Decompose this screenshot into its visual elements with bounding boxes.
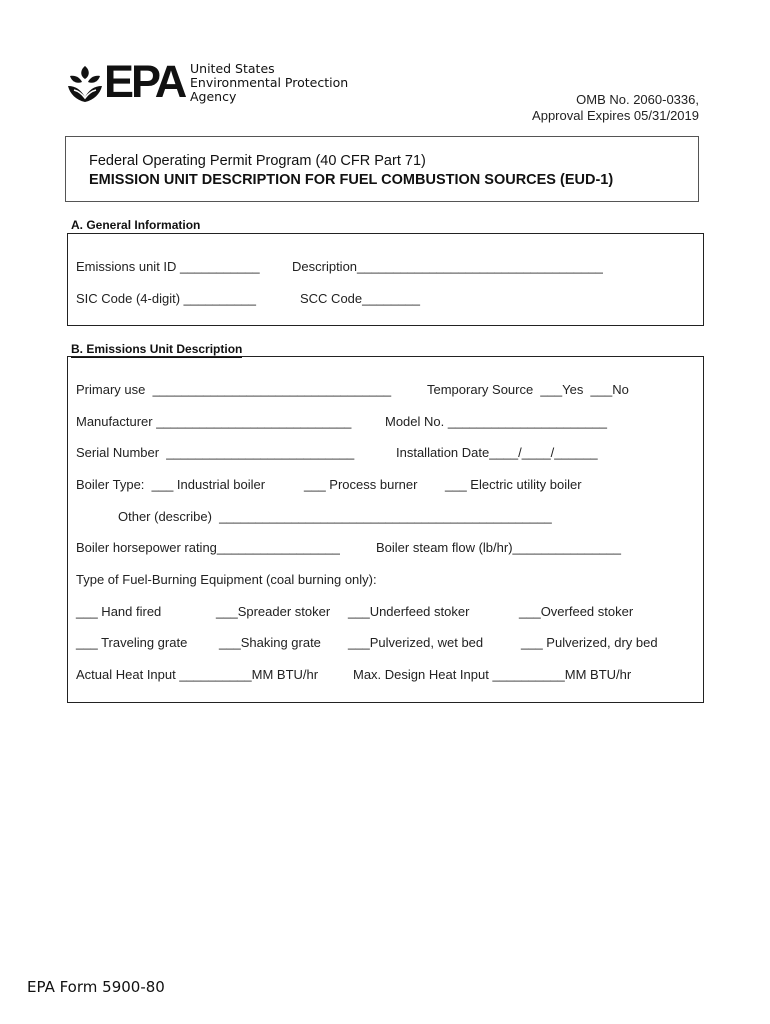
other-describe-field[interactable]: Other (describe) ______________________________________________ — [118, 509, 552, 524]
emissions-unit-id-field[interactable]: Emissions unit ID ___________ — [76, 259, 260, 274]
sic-code-field[interactable]: SIC Code (4-digit) __________ — [76, 291, 256, 306]
scc-code-field[interactable]: SCC Code________ — [300, 291, 420, 306]
max-design-heat-input-field[interactable]: Max. Design Heat Input __________MM BTU/hr — [353, 667, 632, 682]
shaking-grate-option[interactable]: ___Shaking grate — [219, 635, 321, 650]
section-a-heading: A. General Information — [71, 218, 201, 232]
installation-date-field[interactable]: Installation Date____/____/______ — [396, 445, 598, 460]
program-title: Federal Operating Permit Program (40 CFR Part 71) — [89, 153, 426, 169]
overfeed-stoker-option[interactable]: ___Overfeed stoker — [519, 604, 634, 619]
epa-logo — [66, 56, 356, 108]
form-title-box — [65, 136, 699, 202]
steam-flow-field[interactable]: Boiler steam flow (lb/hr)_______________ — [376, 540, 621, 555]
section-a-box — [67, 233, 704, 326]
model-no-field[interactable]: Model No. ______________________ — [385, 414, 607, 429]
agency-line-1: United States — [190, 61, 275, 76]
form-title: EMISSION UNIT DESCRIPTION FOR FUEL COMBUSTION SOURCES (EUD-1) — [89, 172, 614, 188]
actual-heat-input-field[interactable]: Actual Heat Input __________MM BTU/hr — [76, 667, 319, 682]
manufacturer-field[interactable]: Manufacturer ___________________________ — [76, 414, 352, 429]
boiler-type-electric-utility[interactable]: ___ Electric utility boiler — [445, 477, 582, 492]
section-b-heading: B. Emissions Unit Description — [71, 342, 243, 356]
underfeed-stoker-option[interactable]: ___Underfeed stoker — [348, 604, 470, 619]
boiler-type-industrial[interactable]: Boiler Type: ___ Industrial boiler — [76, 477, 266, 492]
form-number: EPA Form 5900-80 — [27, 978, 165, 996]
spreader-stoker-option[interactable]: ___Spreader stoker — [216, 604, 331, 619]
epa-flower-icon — [66, 64, 104, 104]
description-field[interactable]: Description__________________________________ — [292, 259, 603, 274]
agency-line-2: Environmental Protection — [190, 75, 349, 90]
boiler-type-process-burner[interactable]: ___ Process burner — [304, 477, 418, 492]
pulverized-wet-option[interactable]: ___Pulverized, wet bed — [348, 635, 484, 650]
temporary-source-field[interactable]: Temporary Source ___Yes ___No — [427, 382, 629, 397]
approval-expires: Approval Expires 05/31/2019 — [532, 108, 699, 123]
omb-info — [532, 92, 699, 124]
pulverized-dry-option[interactable]: ___ Pulverized, dry bed — [521, 635, 658, 650]
traveling-grate-option[interactable]: ___ Traveling grate — [76, 635, 188, 650]
primary-use-field[interactable]: Primary use _________________________________ — [76, 382, 392, 397]
agency-name — [190, 62, 348, 104]
horsepower-rating-field[interactable]: Boiler horsepower rating_________________ — [76, 540, 340, 555]
serial-number-field[interactable]: Serial Number __________________________ — [76, 445, 355, 460]
fuel-equipment-label: Type of Fuel-Burning Equipment (coal burning only): — [76, 572, 377, 587]
section-b-box — [67, 356, 704, 703]
agency-line-3: Agency — [190, 89, 237, 104]
omb-number: OMB No. 2060-0336, — [576, 92, 699, 107]
epa-wordmark: EPA — [104, 56, 185, 107]
hand-fired-option[interactable]: ___ Hand fired — [76, 604, 162, 619]
